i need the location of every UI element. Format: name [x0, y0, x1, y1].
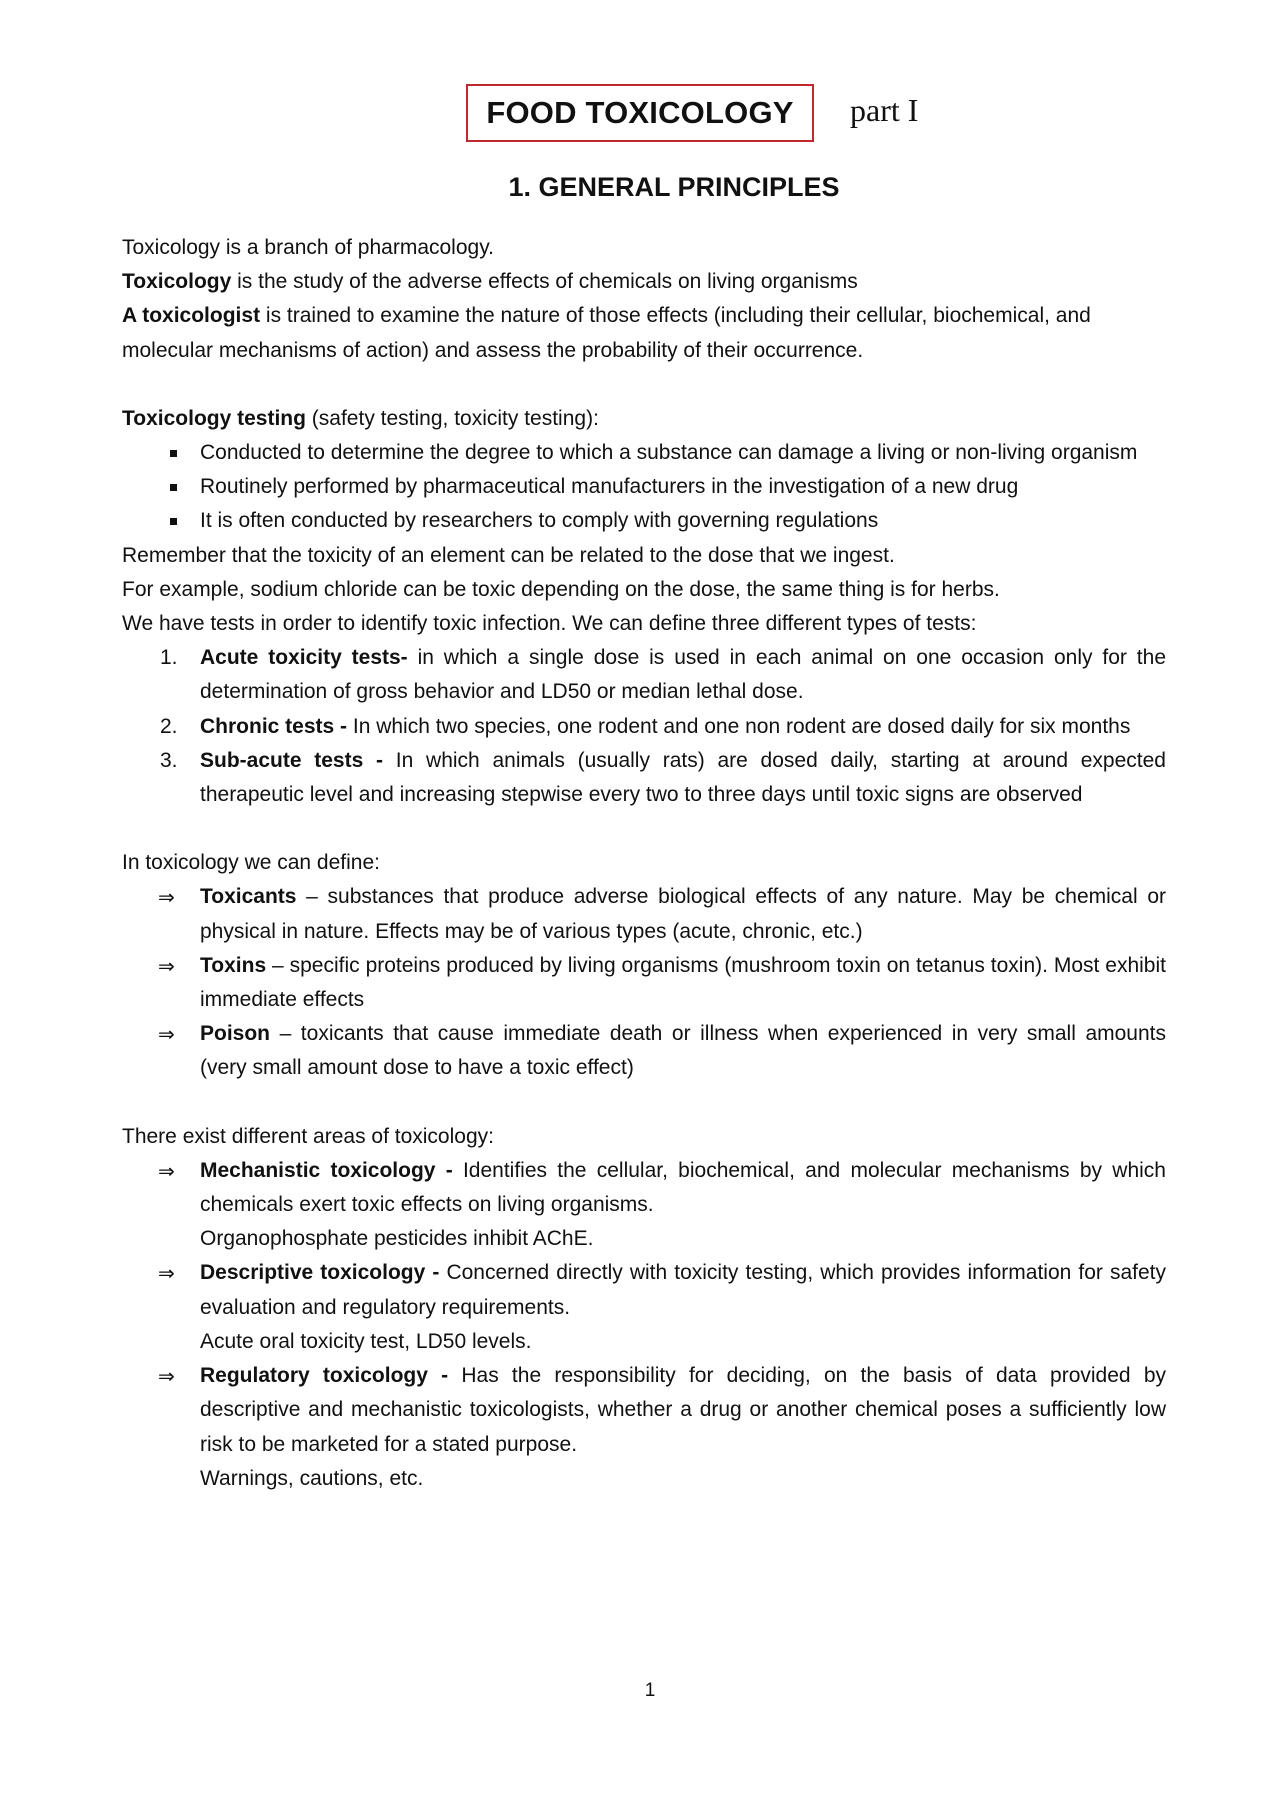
list-item — [122, 1359, 1166, 1496]
definition-text: is trained to examine the nature of those effects (including their cellular, biochemical, and molecular mechanisms of action) and assess the probability of their occurrence. — [122, 304, 1091, 362]
paragraph-gap — [122, 368, 1166, 402]
tests-numbered-list — [122, 641, 1166, 812]
test-text: In which two species, one rodent and one non rodent are dosed daily for six months — [347, 714, 1131, 738]
list-item — [122, 436, 1166, 470]
rightwards-double-arrow-icon: ⇒ — [158, 1022, 175, 1047]
list-item — [122, 710, 1166, 744]
definition-term: Poison — [200, 1022, 271, 1046]
list-item-text: Conducted to determine the degree to which a substance can damage a living or non-living organism — [200, 441, 1138, 465]
list-number: 1. — [160, 646, 178, 670]
list-item — [122, 744, 1166, 812]
definitions-intro: In toxicology we can define: — [122, 851, 380, 875]
definition-text: is the study of the adverse effects of chemicals on living organisms — [231, 270, 858, 294]
document-page — [122, 84, 1166, 1496]
test-term: Chronic tests - — [200, 714, 348, 738]
definition-toxicologist — [122, 299, 1166, 367]
square-bullet-icon — [170, 484, 177, 491]
test-text: in which a single dose is used in each animal on one occasion only for the determination of gross behavior and LD50 or median lethal dose. — [200, 646, 1166, 704]
tests-intro: We have tests in order to identify toxic infection. We can define three different types of tests: — [122, 612, 977, 636]
definition-text: – specific proteins produced by living organisms (mushroom toxin on tetanus toxin). Most exhibit immediate effects — [200, 953, 1166, 1012]
list-item-text: Routinely performed by pharmaceutical manufacturers in the investigation of a new drug — [200, 475, 1019, 499]
remember-line: Remember that the toxicity of an element can be related to the dose that we ingest. — [122, 543, 895, 567]
section-heading: 1. GENERAL PRINCIPLES — [508, 172, 840, 202]
term-toxicology-testing: Toxicology testing — [122, 406, 306, 430]
testing-heading-text: (safety testing, toxicity testing): — [305, 406, 599, 430]
rightwards-double-arrow-icon: ⇒ — [158, 953, 175, 978]
list-item — [122, 949, 1166, 1017]
area-term: Descriptive toxicology - — [200, 1261, 440, 1285]
rightwards-double-arrow-icon: ⇒ — [158, 1158, 175, 1183]
paragraph-gap — [122, 1086, 1166, 1120]
page-number: 1 — [644, 1680, 656, 1701]
list-item — [122, 1154, 1166, 1257]
testing-heading — [122, 402, 1166, 436]
part-label: part I — [850, 92, 919, 128]
rightwards-double-arrow-icon: ⇒ — [158, 1364, 175, 1389]
term-toxicology: Toxicology — [122, 270, 232, 294]
areas-intro: There exist different areas of toxicology: — [122, 1124, 494, 1148]
area-example: Acute oral toxicity test, LD50 levels. — [200, 1329, 532, 1353]
area-example: Organophosphate pesticides inhibit AChE. — [200, 1227, 594, 1251]
body-text — [122, 231, 1166, 1496]
testing-bullet-list — [122, 436, 1166, 539]
areas-arrow-list — [122, 1154, 1166, 1496]
definition-text: – toxicants that cause immediate death or illness when experienced in very small amounts (very small amount dose to have a toxic effect) — [200, 1022, 1166, 1080]
list-item — [122, 880, 1166, 948]
term-toxicologist: A toxicologist — [122, 304, 261, 328]
area-text: Has the responsibility for deciding, on the basis of data provided by descriptive and mechanistic toxicologists, whether a drug or another chemical poses a sufficiently low risk to be marketed for a stated purpose. — [200, 1364, 1167, 1456]
list-number: 3. — [160, 748, 178, 772]
area-term: Regulatory toxicology - — [200, 1364, 449, 1388]
list-item-text: It is often conducted by researchers to comply with governing regulations — [200, 509, 879, 533]
definition-toxicology — [122, 265, 1166, 299]
area-term: Mechanistic toxicology - — [200, 1158, 453, 1182]
rightwards-double-arrow-icon: ⇒ — [158, 885, 175, 910]
list-item — [122, 641, 1166, 709]
title-row — [122, 84, 1166, 148]
example-line: For example, sodium chloride can be toxic depending on the dose, the same thing is for herbs. — [122, 577, 1000, 601]
area-text: Identifies the cellular, biochemical, and molecular mechanisms by which chemicals exert toxic effects on living organisms. — [200, 1158, 1166, 1217]
list-number: 2. — [160, 714, 178, 738]
definition-term: Toxicants — [200, 885, 297, 909]
list-item — [122, 504, 1166, 538]
test-term: Acute toxicity tests- — [200, 646, 408, 670]
definitions-arrow-list — [122, 880, 1166, 1085]
list-item — [122, 470, 1166, 504]
paragraph-gap — [122, 812, 1166, 846]
list-item — [122, 1017, 1166, 1085]
square-bullet-icon — [170, 518, 177, 525]
test-term: Sub-acute tests - — [200, 748, 384, 772]
area-text: Concerned directly with toxicity testing, which provides information for safety evaluation and regulatory requirements. — [200, 1261, 1167, 1319]
area-example: Warnings, cautions, etc. — [200, 1466, 424, 1490]
document-title: FOOD TOXICOLOGY — [466, 84, 814, 142]
test-text: In which animals (usually rats) are dosed daily, starting at around expected therapeutic level and increasing stepwise every two to three days until toxic signs are observed — [200, 748, 1166, 807]
intro-line: Toxicology is a branch of pharmacology. — [122, 236, 494, 259]
list-item — [122, 1256, 1166, 1359]
square-bullet-icon — [170, 450, 177, 457]
definition-term: Toxins — [200, 953, 267, 977]
definition-text: – substances that produce adverse biological effects of any nature. May be chemical or physical in nature. Effects may be of various types (acute, chronic, etc.) — [200, 885, 1166, 943]
rightwards-double-arrow-icon: ⇒ — [158, 1261, 175, 1286]
